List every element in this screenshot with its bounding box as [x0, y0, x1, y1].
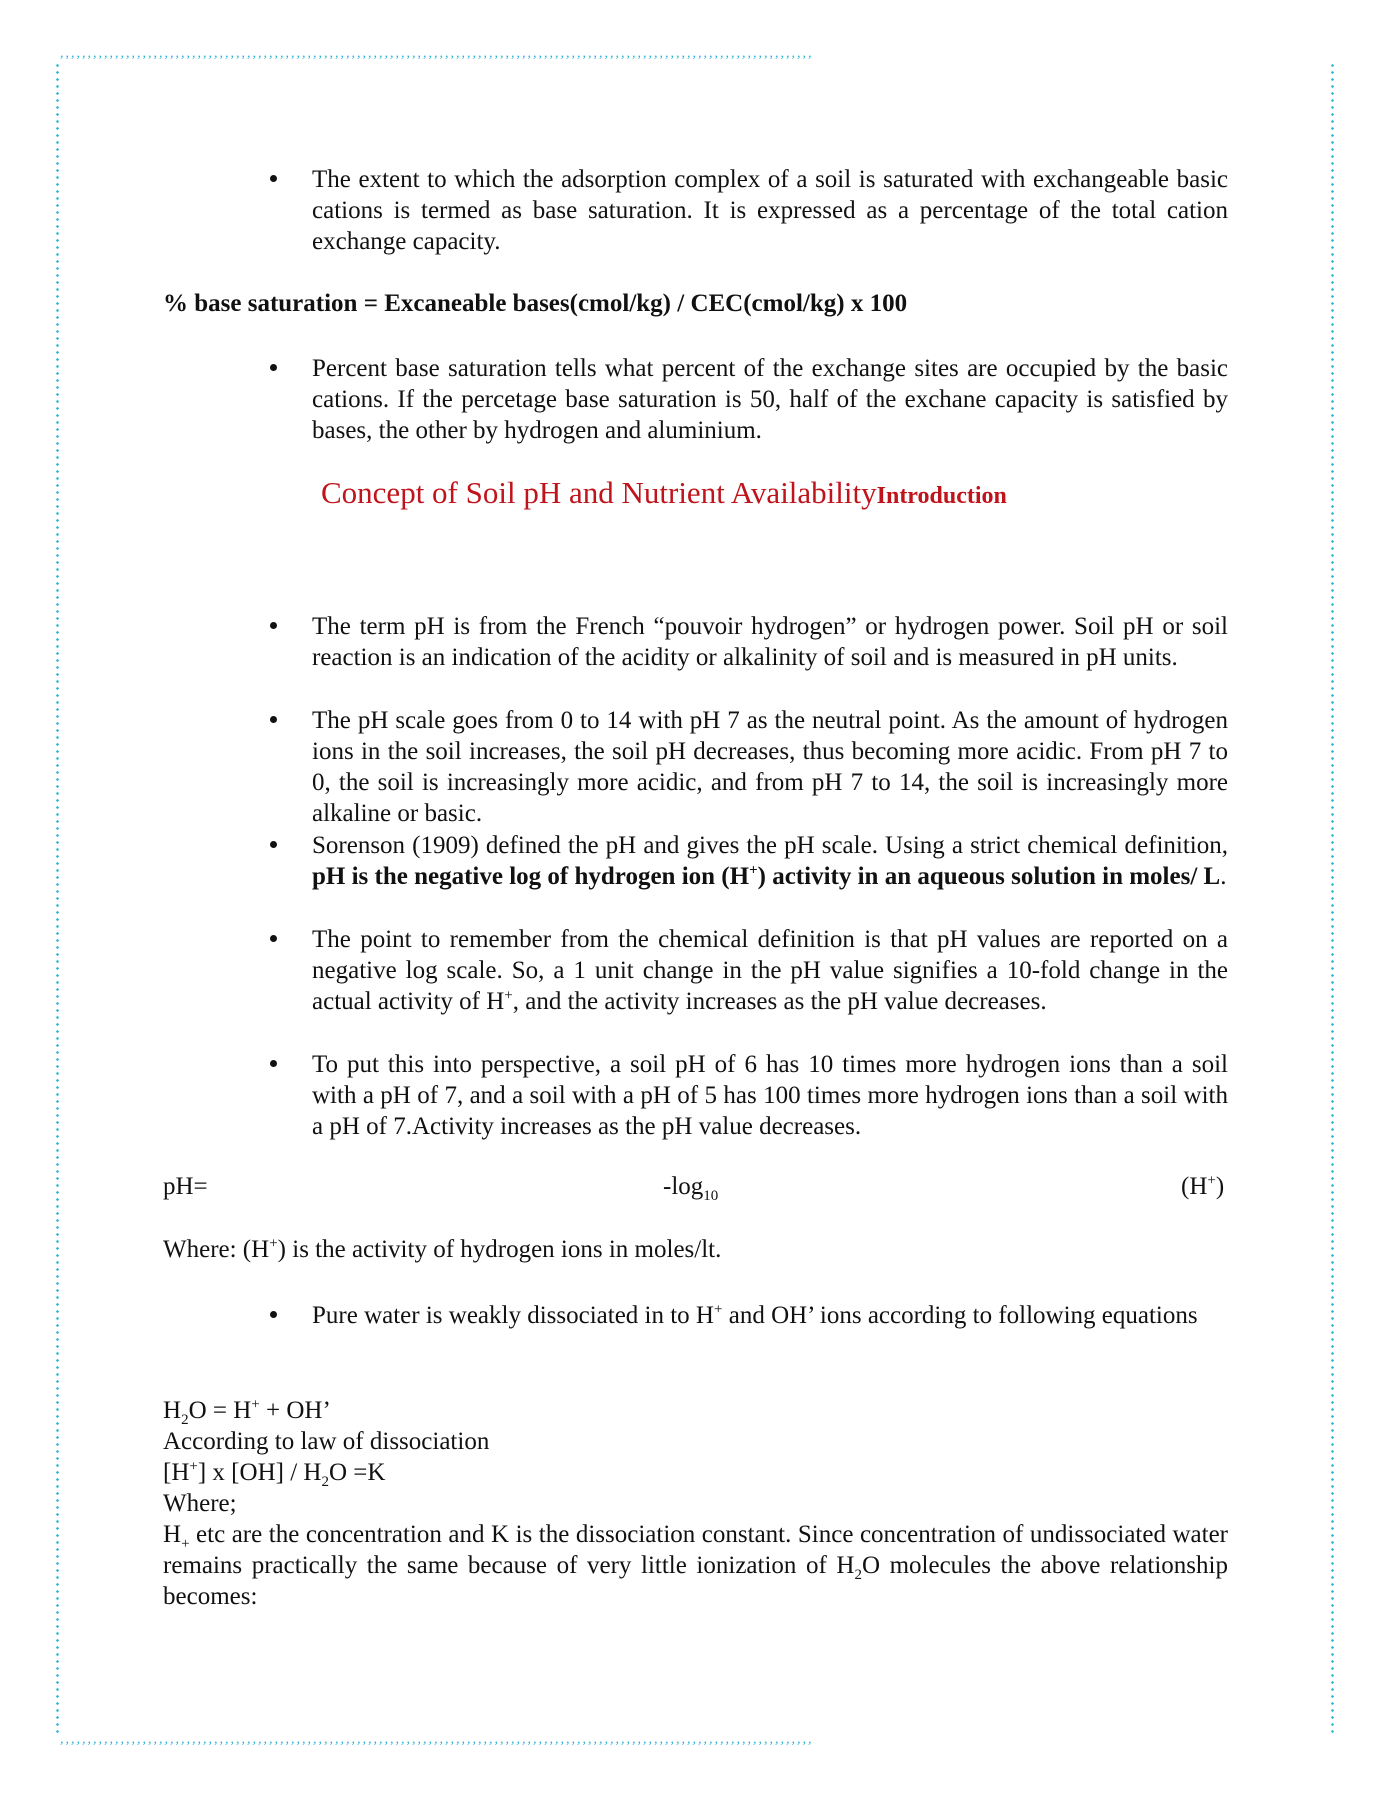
eq1-end: + OH’ [259, 1397, 331, 1424]
definition-period: . [1220, 863, 1227, 890]
section-title [321, 475, 1007, 511]
bullet-text: The pH scale goes from 0 to 14 with pH 7 as the neutral point. As the amount of hydrogen ions in the soil increases, the soil pH decreases, thus becoming more acidic. From pH 7 to 0, the soil is increasingly more acidic, and from pH 7 to 14, the soil is increasingly more alkaline or basic. [312, 707, 1228, 827]
water-part-b: and OH’ ions according to following equations [722, 1302, 1198, 1329]
eq1-h: H [163, 1397, 182, 1424]
definition-bold [312, 863, 1220, 890]
where-part-a: Where: (H [163, 1236, 270, 1263]
bullet-text: The term pH is from the French “pouvoir hydrogen” or hydrogen power. Soil pH or soil reaction is an indication of the acidity or alkalinity of soil and is measured in pH units. [312, 613, 1228, 671]
where-part-b: ) is the activity of hydrogen ions in moles/lt. [277, 1236, 722, 1263]
equation-water-dissociation [163, 1395, 331, 1426]
water-part-a: Pure water is weakly dissociated in to H [312, 1302, 714, 1329]
superscript-plus: + [189, 1458, 198, 1475]
bullet-text: Percent base saturation tells what percent of the exchange sites are occupied by the basic cations. If the percetage base saturation is 50, half of the exchane capacity is satisfied by bases, the other by hydrogen and aluminium. [312, 355, 1228, 444]
superscript-plus: + [504, 987, 513, 1004]
subscript-2: 2 [321, 1474, 329, 1490]
bullet-text: To put this into perspective, a soil pH of 6 has 10 times more hydrogen ions than a soil with a pH of 7, and a soil with a pH of 5 has 100 times more hydrogen ions than a soil with a pH of 7.Activity increases as the pH value decreases. [312, 1051, 1228, 1140]
bullet-dot [270, 841, 277, 848]
final-end: O molecules the above relationship becomes: [163, 1552, 1228, 1610]
log-text: -log [663, 1173, 704, 1200]
bullet-dot [270, 935, 277, 942]
eq1-mid: O = H [188, 1397, 252, 1424]
bullet-dot [270, 1311, 277, 1318]
superscript-plus: + [251, 1396, 260, 1413]
formula-base-saturation: % base saturation = Excaneable bases(cmol/kg) / CEC(cmol/kg) x 100 [163, 290, 908, 317]
definition-bold-part-a: pH is the negative log of hydrogen ion (H [312, 863, 750, 890]
final-h: H [163, 1521, 182, 1548]
superscript-plus: + [269, 1235, 278, 1252]
ph-equation-log [663, 1171, 718, 1202]
eq2-mid: ] x [OH] / H [197, 1459, 322, 1486]
section-title-main: Concept of Soil pH and Nutrient Availability [321, 475, 877, 510]
superscript-plus: + [749, 862, 758, 879]
h-close: ) [1215, 1173, 1225, 1200]
ph-equation-left: pH= [163, 1173, 208, 1200]
ph-equation-right [1181, 1171, 1224, 1202]
subscript-2: 2 [181, 1412, 189, 1428]
log-subscript: 10 [703, 1188, 719, 1204]
bullet-text [312, 1300, 1228, 1331]
concentration-paragraph [163, 1519, 1228, 1612]
bullet-dot [270, 175, 277, 182]
eq2-open: [H [163, 1459, 190, 1486]
h-open: (H [1181, 1173, 1208, 1200]
bullet-dot [270, 716, 277, 723]
eq2-end: O =K [328, 1459, 386, 1486]
bullet-text [312, 924, 1228, 1017]
bullet-dot [270, 1060, 277, 1067]
superscript-plus: + [714, 1301, 723, 1318]
definition-bold-part-b: ) activity in an aqueous solution in moles/ L [757, 863, 1221, 890]
bullet-text [312, 830, 1228, 892]
log-scale-part-a: The point to remember from the chemical definition is that pH values are reported on a negative log scale. So, a 1 unit change in the pH value signifies a 10-fold change in the actual activity of H [312, 926, 1228, 1015]
bullet-dot [270, 364, 277, 371]
section-title-introduction: Introduction [876, 483, 1007, 509]
page-border-top: ,,,,,,,,,,,,,,,,,,,,,,,,,,,,,,,,,,,,,,,,,,,,,,,,,,,,,,,,,,,,,,,,,,,,,,,,,,,,,,,,,,,,,,,,,,,,,,,,,,,,,,,,,,,,,,,,,,,,,,,,,,,,,,,,,,,,,,,,, [60, 48, 814, 60]
definition-intro: Sorenson (1909) defined the pH and gives the pH scale. Using a strict chemical definition, [312, 832, 1228, 859]
subscript-2: 2 [854, 1567, 862, 1583]
law-of-dissociation: According to law of dissociation [163, 1428, 490, 1455]
final-mid: etc are the concentration and K is the dissociation constant. Since concentration of undissociated water remains practically the same because of very little ionization of H [163, 1521, 1228, 1579]
where-activity-line [163, 1234, 721, 1265]
log-scale-part-b: , and the activity increases as the pH value decreases. [512, 988, 1047, 1015]
superscript-plus: + [1207, 1172, 1216, 1189]
equation-equilibrium-constant [163, 1457, 385, 1488]
page-border-bottom: ,,,,,,,,,,,,,,,,,,,,,,,,,,,,,,,,,,,,,,,,,,,,,,,,,,,,,,,,,,,,,,,,,,,,,,,,,,,,,,,,,,,,,,,,,,,,,,,,,,,,,,,,,,,,,,,,,,,,,,,,,,,,,,,,,,,,,,,,, [60, 1734, 814, 1746]
subscript-plus: + [181, 1536, 190, 1552]
where-label: Where; [163, 1490, 237, 1517]
bullet-text: The extent to which the adsorption complex of a soil is saturated with exchangeable basic cations is termed as base saturation. It is expressed as a percentage of the total cation exchange capacity. [312, 166, 1228, 255]
bullet-dot [270, 622, 277, 629]
